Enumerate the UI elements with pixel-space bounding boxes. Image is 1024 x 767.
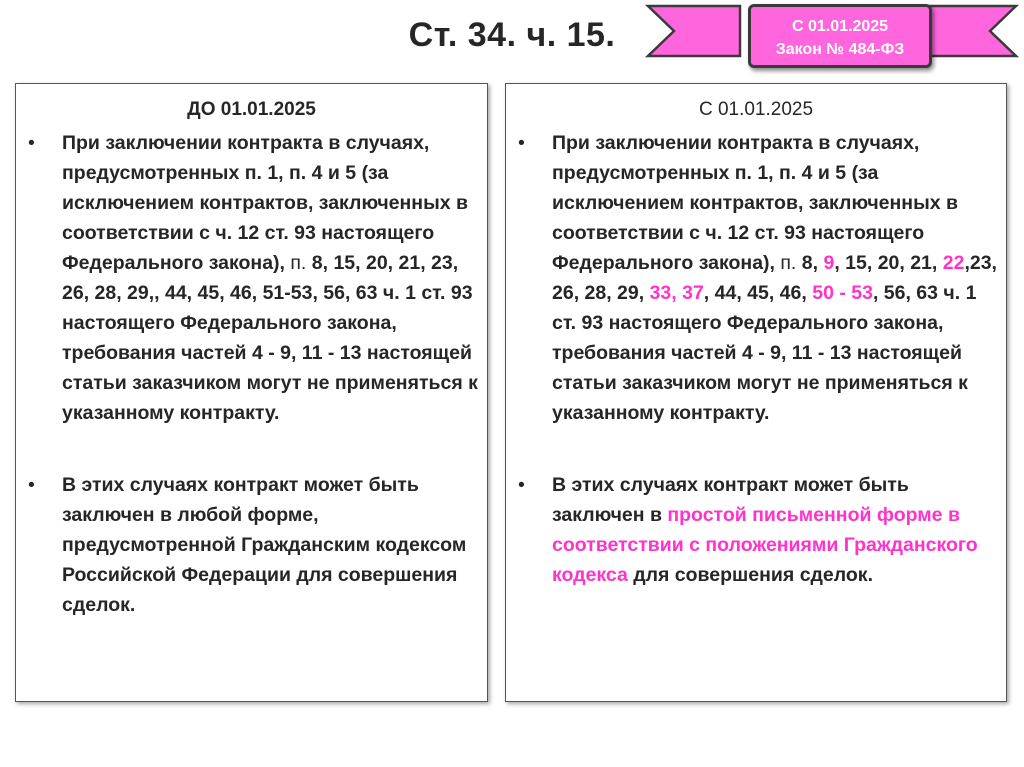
text: В этих случаях контракт может быть заключен в [552,474,909,526]
text: При заключении контракта в случаях, предусмотренных п. 1, п. 4 и 5 (за исключением контрактов, заключенных в соответствии с ч. 12 ст. 93 настоящего Федерального закона), [552,132,958,274]
text: В этих случаях контракт может быть заключен в любой форме, предусмотренной Гражданским кодексом Российской Федерации для совершения сделок. [62,474,467,616]
bullet-dot: • [518,132,525,154]
badge-date: С 01.01.2025 [791,18,889,35]
text: для совершения сделок. [627,564,873,586]
highlight: 22 [942,252,965,274]
text: , 15, 20, 21, [834,252,943,274]
text: , 44, 45, 46, [703,282,813,304]
before-bullet-2 [16,470,487,620]
after-bullet-1 [506,128,1006,428]
text: 8, 15, 20, 21, 23, 26, 28, 29,, 44, 45, 46, 51-53, 56, 63 ч. 1 ст. 93 настоящего Федерального закона, требования частей 4 - 9, 11 - 13 настоящей статьи заказчиком могут не применяться к указанному контракту. [62,252,478,424]
highlight: 9 [823,252,835,274]
bullet-dot: • [28,474,35,496]
text: , 56, 63 ч. 1 ст. 93 настоящего Федерального закона, требования частей 4 - 9, 11 - 13 настоящей статьи заказчиком могут не применяться к указанному контракту. [552,282,977,424]
before-column [15,83,488,702]
text: При заключении контракта в случаях, предусмотренных п. 1, п. 4 и 5 (за исключением контрактов, заключенных в соответствии с ч. 12 ст. 93 настоящего Федерального закона), [62,132,468,274]
badge-law: Закон № 484-ФЗ [775,41,905,58]
slide-title: Ст. 34. ч. 15. [408,16,616,54]
before-header: ДО 01.01.2025 [187,99,316,120]
law-badge [748,4,932,68]
highlight: 50 - 53 [812,282,873,304]
highlight: простой письменной форме в соответствии с положениями Гражданского кодекса [552,504,978,586]
after-header: С 01.01.2025 [698,99,814,120]
after-bullet-2 [506,470,1006,590]
highlight: 33, 37 [649,282,704,304]
after-column [505,83,1007,702]
before-bullet-1 [16,128,487,428]
text: п. [780,252,797,274]
bullet-dot: • [518,474,525,496]
bullet-dot: • [28,132,35,154]
text: п. [290,252,307,274]
text: ,23, 26, 28, 29, [552,252,997,304]
text: 8, [796,252,824,274]
